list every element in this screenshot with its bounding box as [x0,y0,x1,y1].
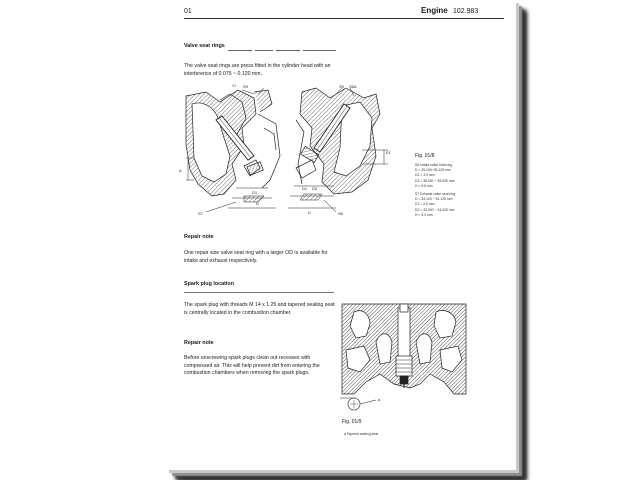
figure-caption: Fig. 01/9 [342,419,362,425]
figure-label: E1 [386,150,391,155]
legend-line: H = 5.4 mm [415,212,433,217]
heading-rule [276,50,300,51]
figure-label: A [179,168,182,173]
figure-legend [415,163,455,218]
section-code: 102.983 [453,8,479,15]
repair-note-heading: Repair note [184,340,214,346]
figure-legend: a Tapered sealing seat [344,432,379,436]
valve-seat-heading: Valve seat rings [184,43,225,49]
figure-label: S5 [339,84,344,89]
figure-label: D [256,201,259,206]
valve-seat-body: The valve seat rings are press fitted in the cylinder head with an interference of 0.075 ~ 0.120 mm. [184,63,331,77]
legend-line: S7 Exhaust valve seat ring [415,192,456,197]
figure-caption: Fig. 01/8 [415,153,435,159]
spark-plug-body: The spark plug with threads M 14 x 1.25 and tapered sealing seat is centrally located in the combustion chamber. [184,302,335,316]
legend-line: D2 = 38.000 ~ 39.025 mm [415,178,455,183]
manual-page [166,0,516,470]
legend-line: D = 39.100~39.125 mm [415,168,451,173]
figure-label: a [378,397,381,402]
legend-line: D1 = 3.9 mm [415,173,435,178]
spark-plug-heading: Spark plug location [184,281,235,287]
figure-label: S6A [349,84,357,89]
heading-rule [255,50,273,51]
repair-note-body: Before unscrewing spark plugs clean out recesses with compressed air. This will help prevent dirt from entering the combustion chambers when removing the spark plugs. [184,355,320,377]
section-title: Engine [421,6,448,15]
repair-note-body: One repair size valve seat ring with a larger OD is available for intake and exhaust respectively. [184,250,328,264]
page-number: 01 [184,8,192,15]
exhaust-section [296,88,380,194]
valve-seat-diagram [184,84,396,224]
section-rule [184,292,334,293]
figure-label: D [308,210,311,215]
legend-line: H = 5.6 mm [415,183,433,188]
repair-note-heading: Repair note [184,234,214,240]
figure-label: D1 [302,186,308,191]
figure-label: S9 [243,84,248,89]
figure-label: S1 [232,84,237,88]
legend-line: D2 = 33.000 ~ 34.025 mm [415,207,455,212]
figure-label: D2 [312,186,318,191]
heading-rule [228,50,252,51]
heading-rule [303,50,336,51]
legend-line: D1 = 2.6 mm [415,202,435,207]
figure-label: D1 [252,190,258,195]
header-rule [184,18,504,19]
figure-label: S7 [198,211,203,216]
intake-section [186,90,280,196]
legend-line: S6 Intake valve seat ring [415,163,453,167]
sealing-seat-detail [346,392,386,414]
figure-label: S6 [338,211,343,216]
legend-line: D = 34.100 ~ 34.125 mm [415,197,453,202]
